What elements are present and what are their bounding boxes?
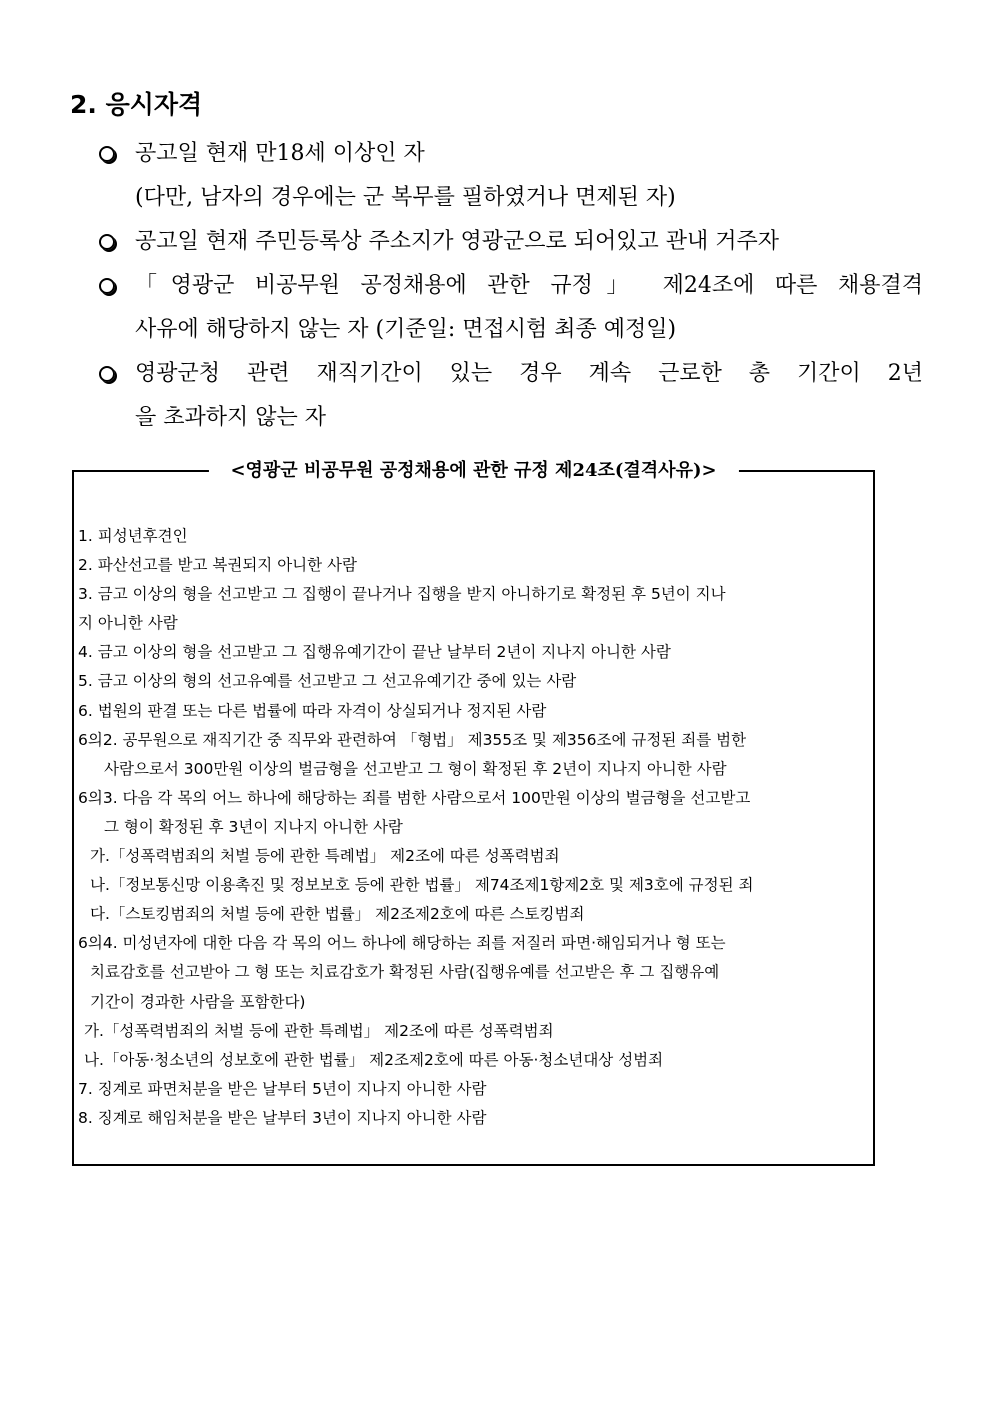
eligibility-list xyxy=(97,132,923,440)
list-item xyxy=(78,1104,874,1133)
list-item-continuation: 치료감호를 선고받아 그 형 또는 치료감호가 확정된 사람(집행유예를 선고받은 후 그 집행유예 xyxy=(90,963,720,982)
eligibility-line: 공고일 현재 만18세 이상인 자 xyxy=(135,141,425,166)
list-item-text: 5. 금고 이상의 형의 선고유예를 선고받고 그 선고유예기간 중에 있는 사람 xyxy=(78,672,577,691)
disqualification-list xyxy=(78,522,874,1133)
list-subitem xyxy=(78,1046,874,1075)
disqualification-box xyxy=(72,460,875,1166)
eligibility-item xyxy=(97,220,923,264)
list-item-text: 2. 파산선고를 받고 복권되지 아니한 사람 xyxy=(78,556,357,575)
list-subitem xyxy=(78,871,874,900)
list-item-text: 가.「성폭력범죄의 처벌 등에 관한 특례법」 제2조에 따른 성폭력범죄 xyxy=(84,1021,554,1040)
section-title: 2. 응시자격 xyxy=(70,90,203,119)
list-item xyxy=(78,726,874,784)
circle-bullet-icon xyxy=(99,366,115,382)
eligibility-item xyxy=(97,264,923,352)
eligibility-line: 공고일 현재 주민등록상 주소지가 영광군으로 되어있고 관내 거주자 xyxy=(135,229,780,254)
list-item-text: 1. 피성년후견인 xyxy=(78,527,188,545)
list-item xyxy=(78,638,874,667)
eligibility-item xyxy=(97,352,923,440)
list-item xyxy=(78,697,874,726)
circle-bullet-icon xyxy=(99,146,115,162)
list-item-text: 다.「스토킹범죄의 처벌 등에 관한 법률」 제2조제2호에 따른 스토킹범죄 xyxy=(90,905,585,924)
list-item-continuation: 그 형이 확정된 후 3년이 지나지 아니한 사람 xyxy=(104,817,403,836)
box-title: <영광군 비공무원 공정채용에 관한 규정 제24조(결격사유)> xyxy=(208,459,738,483)
eligibility-item xyxy=(97,132,923,220)
list-item xyxy=(78,522,874,551)
list-item xyxy=(78,1075,874,1104)
list-item-text: 6. 법원의 판결 또는 다른 법률에 따라 자격이 상실되거나 정지된 사람 xyxy=(78,701,547,720)
list-item xyxy=(78,580,874,638)
eligibility-line: 「영광군 비공무원 공정채용에 관한 규정」 제24조에 따른 채용결격 xyxy=(135,273,923,298)
list-item-text: 4. 금고 이상의 형을 선고받고 그 집행유예기간이 끝난 날부터 2년이 지나지 아니한 사람 xyxy=(78,643,671,662)
eligibility-line: 사유에 해당하지 않는 자 (기준일: 면접시험 최종 예정일) xyxy=(135,317,677,342)
eligibility-line: (다만, 남자의 경우에는 군 복무를 필하였거나 면제된 자) xyxy=(135,185,676,210)
list-item-text: 8. 징계로 해임처분을 받은 날부터 3년이 지나지 아니한 사람 xyxy=(78,1108,487,1127)
list-item-text: 7. 징계로 파면처분을 받은 날부터 5년이 지나지 아니한 사람 xyxy=(78,1079,487,1098)
list-item-text: 6의3. 다음 각 목의 어느 하나에 해당하는 죄를 범한 사람으로서 100만원 이상의 벌금형을 선고받고 xyxy=(78,788,751,807)
list-item-continuation: 기간이 경과한 사람을 포함한다) xyxy=(90,992,306,1011)
circle-bullet-icon xyxy=(99,278,115,294)
list-item xyxy=(78,784,874,842)
list-item-text: 나.「정보통신망 이용촉진 및 정보보호 등에 관한 법률」 제74조제1항제2호 및 제3호에 규정된 죄 xyxy=(90,876,754,895)
list-item-continuation: 사람으로서 300만원 이상의 벌금형을 선고받고 그 형이 확정된 후 2년이 지나지 아니한 사람 xyxy=(104,759,727,778)
circle-bullet-icon xyxy=(99,234,115,250)
list-subitem xyxy=(78,1017,874,1046)
eligibility-line: 영광군청 관련 재직기간이 있는 경우 계속 근로한 총 기간이 2년 xyxy=(135,361,923,386)
list-item-text: 나.「아동·청소년의 성보호에 관한 법률」 제2조제2호에 따른 아동·청소년대상 성범죄 xyxy=(84,1050,664,1069)
eligibility-line: 을 초과하지 않는 자 xyxy=(135,405,326,430)
list-subitem xyxy=(78,900,874,929)
list-item xyxy=(78,929,874,1016)
list-item-text: 6의2. 공무원으로 재직기간 중 직무와 관련하여 「형법」 제355조 및 제356조에 규정된 죄를 범한 xyxy=(78,730,747,749)
list-item-text: 3. 금고 이상의 형을 선고받고 그 집행이 끝나거나 집행을 받지 아니하기로 확정된 후 5년이 지나 xyxy=(78,585,726,604)
list-item xyxy=(78,551,874,580)
list-item-text: 6의4. 미성년자에 대한 다음 각 목의 어느 하나에 해당하는 죄를 저질러 파면·해임되거나 형 또는 xyxy=(78,934,726,953)
list-subitem xyxy=(78,842,874,871)
list-item xyxy=(78,667,874,696)
list-item-continuation: 지 아니한 사람 xyxy=(78,614,178,633)
list-item-text: 가.「성폭력범죄의 처벌 등에 관한 특례법」 제2조에 따른 성폭력범죄 xyxy=(90,847,560,866)
